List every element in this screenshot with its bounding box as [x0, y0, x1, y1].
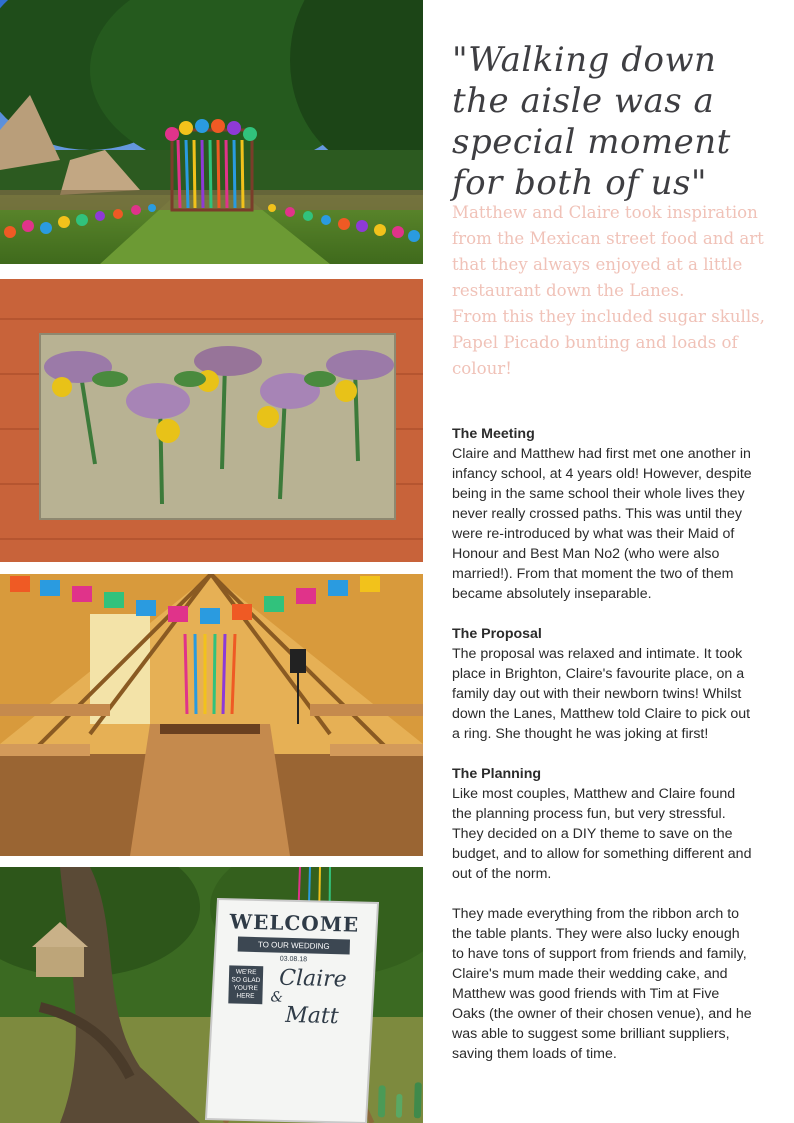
sign-date: 03.08.18: [279, 955, 308, 964]
section-heading-proposal: The Proposal: [452, 626, 542, 642]
photo-buttonholes: [0, 279, 423, 562]
intro-text: [452, 200, 768, 382]
section-paragraph: Like most couples, Matthew and Claire found the planning process fun, but very stressful. They decided on a DIY theme to save on the budget, and to allow for something different and out of the norm.: [452, 786, 752, 882]
sign-name-matt: Matt: [284, 1002, 339, 1030]
photo-welcome-sign: [0, 867, 423, 1123]
intro-paragraph: Matthew and Claire took inspiration from the Mexican street food and art that they always enjoyed at a little restaurant down the Lanes.: [452, 203, 764, 300]
photo-ceremony-aisle: [0, 0, 423, 264]
sign-name-claire: Claire: [278, 965, 348, 993]
story-body: [452, 424, 754, 1084]
sign-ampersand: &: [270, 989, 284, 1006]
section-paragraph: Claire and Matthew had first met one another in infancy school, at 4 years old! However, despite being in the same school their whole lives they never really crossed paths. This was until they were re-introduced by what was their Maid of Honour and Best Man No2 (who were also married!). From that moment the two of them became absolutely inseparable.: [452, 446, 752, 602]
section-paragraph: They made everything from the ribbon arch to the table plants. They were also lucky enough to have tons of support from friends and family, Claire's mum made their wedding cake, and Matthew was good friends with Tim at Five Oaks (the owner of their chosen venue), and he was able to suggest some brilliant suppliers, saving them loads of time.: [452, 906, 752, 1062]
section-heading-meeting: The Meeting: [452, 426, 535, 442]
section-heading-planning: The Planning: [452, 766, 542, 782]
sign-glad-box: WE'RE SO GLAD YOU'RE HERE: [228, 965, 263, 1004]
sign-cactus-border: [223, 1073, 356, 1116]
intro-paragraph: From this they included sugar skulls, Papel Picado bunting and loads of colour!: [452, 307, 765, 378]
section-paragraph: The proposal was relaxed and intimate. It took place in Brighton, Claire's favourite place, on a family day out with their newborn twins! Whilst down the Lanes, Matthew told Claire to pick out a ring. She thought he was joking at first!: [452, 646, 751, 742]
sign-banner: TO OUR WEDDING: [238, 937, 350, 955]
welcome-sign: [219, 907, 365, 1123]
pull-quote: "Walking down the aisle was a special moment for both of us": [452, 40, 731, 203]
sign-welcome-text: WELCOME: [229, 909, 360, 937]
photo-tipi-reception: [0, 574, 423, 856]
